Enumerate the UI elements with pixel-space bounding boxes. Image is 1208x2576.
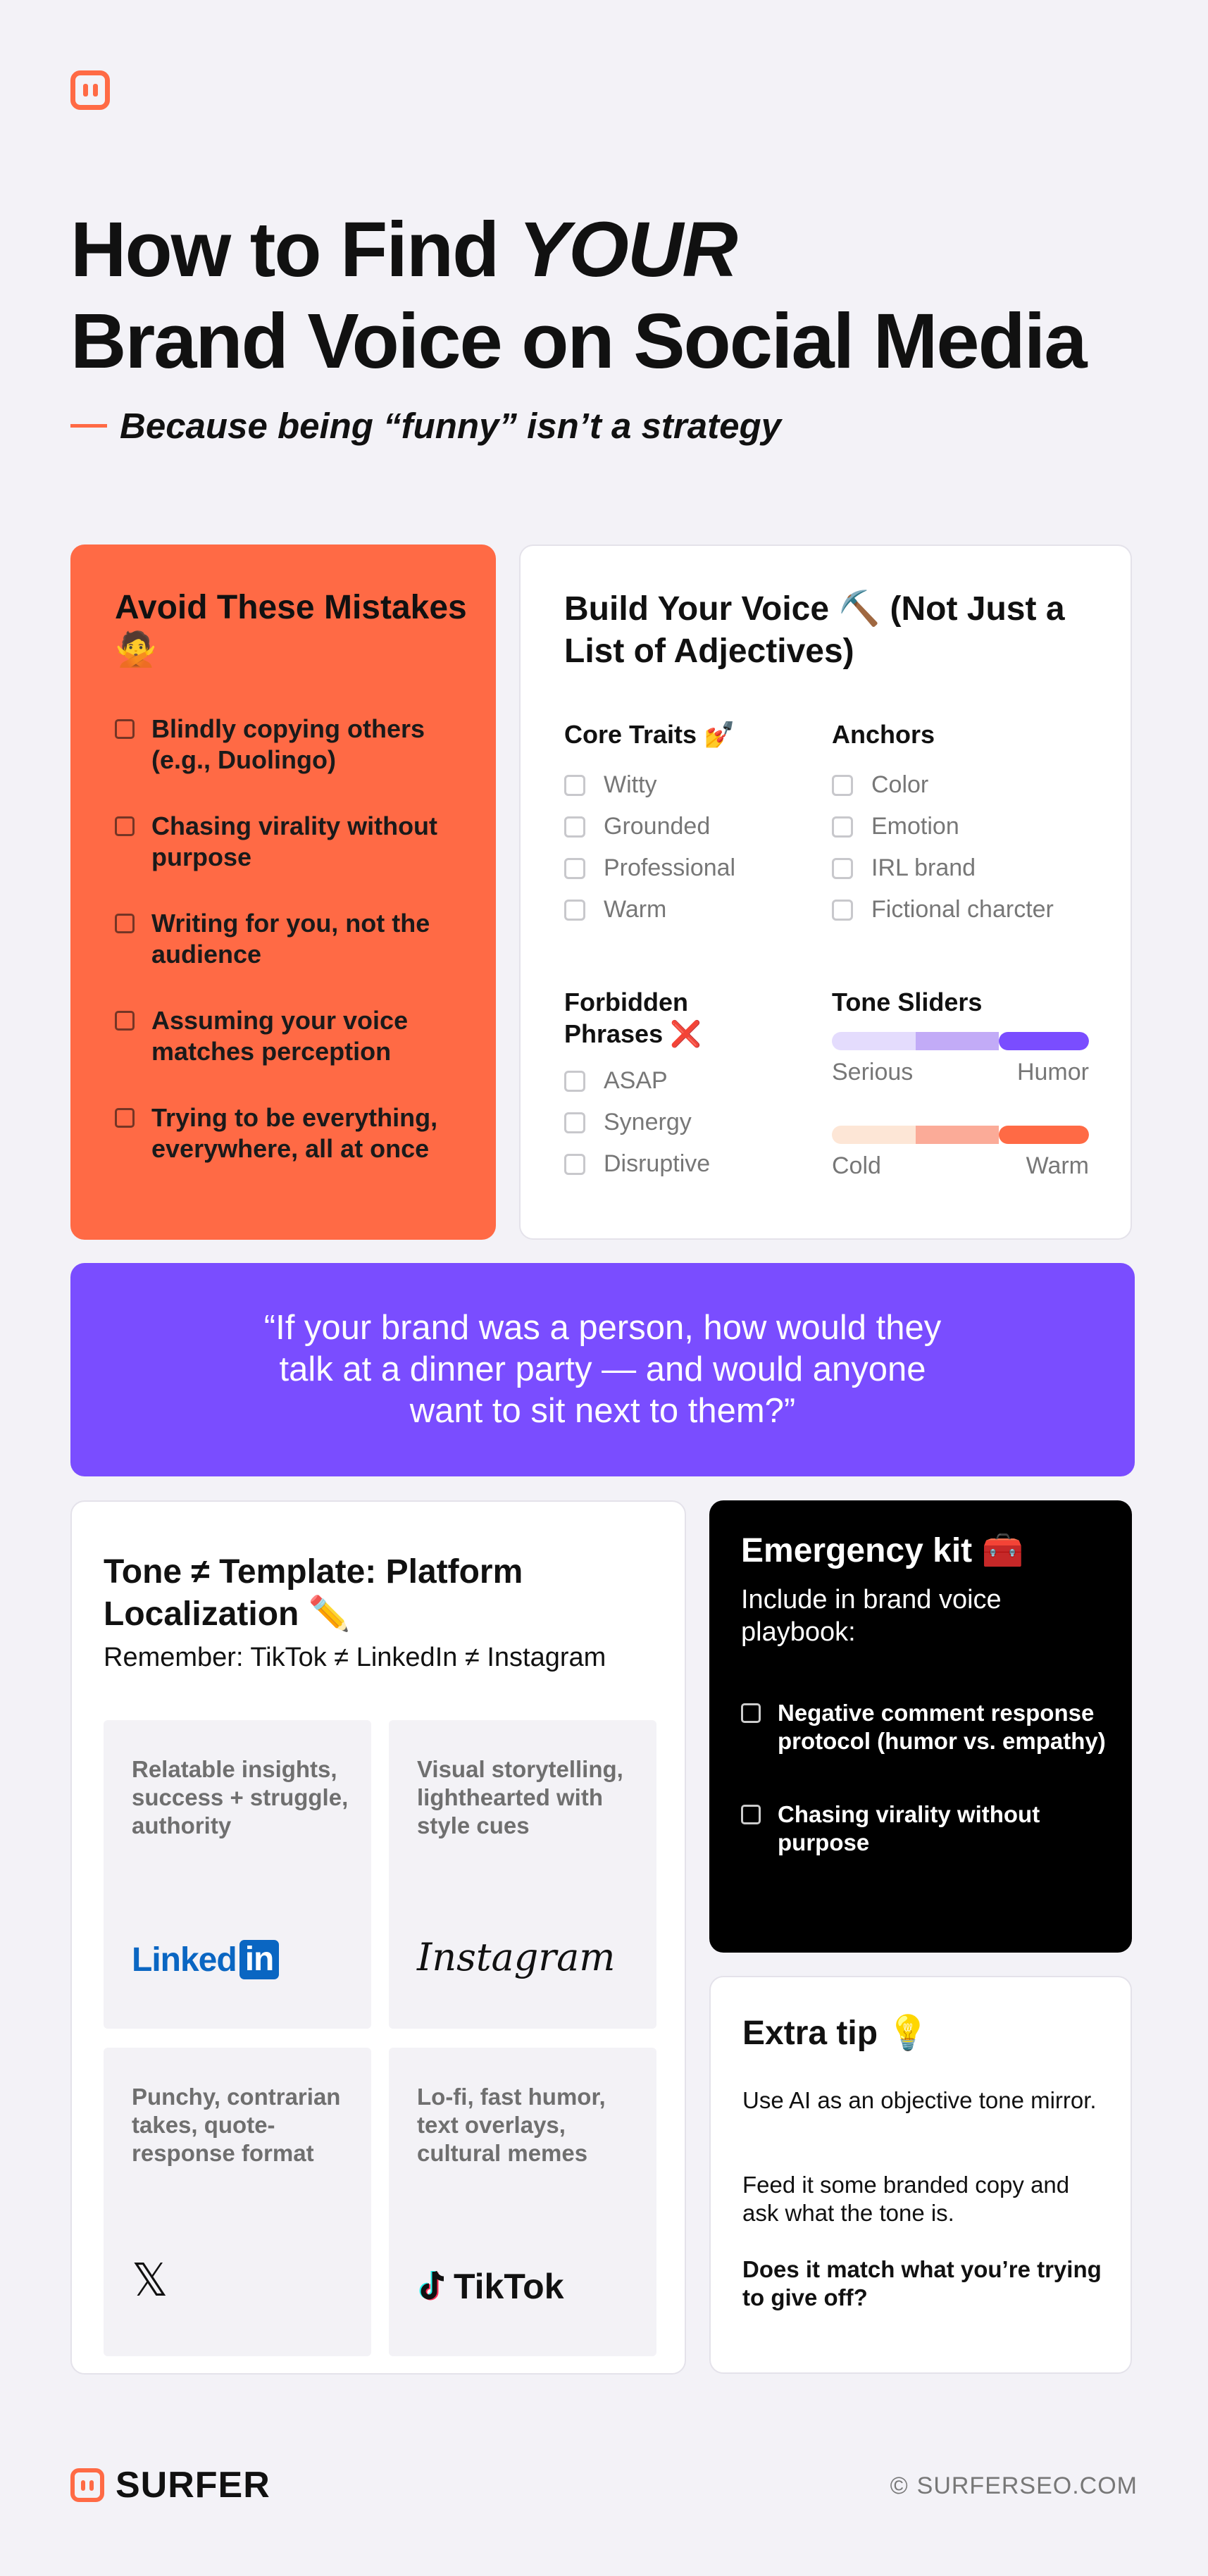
mistake-label: Trying to be everything, everywhere, all at once xyxy=(151,1103,438,1163)
platform-tile-x xyxy=(104,2048,371,2356)
checkbox[interactable] xyxy=(832,775,853,796)
mistakes-list xyxy=(115,714,481,1200)
platform-tile-linkedin xyxy=(104,1720,371,2029)
footer-copyright xyxy=(890,2472,1138,2500)
footer-brand-name: SURFER xyxy=(116,2465,270,2506)
footer-site[interactable]: SURFERSEO.COM xyxy=(916,2472,1138,2499)
linkedin-logo-icon xyxy=(132,1940,279,1979)
instagram-logo-icon: Instagram xyxy=(417,1935,616,1979)
quote-text: “If your brand was a person, how would they talk at a dinner party — and would anyone want to sit next to them?” xyxy=(263,1309,942,1430)
warmth-slider-labels xyxy=(832,1152,1089,1180)
option-label: Witty xyxy=(604,771,657,798)
forbidden-list xyxy=(564,1060,710,1185)
slider-right-label: Humor xyxy=(1016,1059,1089,1085)
platform-tile-tiktok xyxy=(389,2048,656,2356)
mistake-item xyxy=(115,714,481,776)
surfer-logo-icon xyxy=(70,70,110,110)
checkbox[interactable] xyxy=(832,816,853,838)
warmth-slider[interactable] xyxy=(832,1126,1089,1144)
platform-localization-card xyxy=(70,1500,686,2375)
option-item xyxy=(564,1143,710,1185)
linkedin-in: in xyxy=(239,1940,280,1979)
option-label: Warm xyxy=(604,896,667,923)
checkbox[interactable] xyxy=(564,816,585,838)
option-label: Disruptive xyxy=(604,1150,711,1177)
checkbox[interactable] xyxy=(115,1011,135,1031)
mistake-label: Assuming your voice matches perception xyxy=(151,1006,409,1066)
mistake-label: Writing for you, not the audience xyxy=(151,909,430,969)
emergency-label: Chasing virality without purpose xyxy=(778,1801,1040,1855)
core-traits-list xyxy=(564,764,735,931)
tile-description: Relatable insights, success + struggle, authority xyxy=(132,1756,349,1838)
mistakes-title: Avoid These Mistakes 🙅 xyxy=(115,589,467,668)
tile-description: Visual storytelling, lighthearted with style cues xyxy=(417,1756,623,1838)
option-item xyxy=(564,847,735,889)
option-label: Emotion xyxy=(871,813,959,840)
core-traits-heading: Core Traits 💅 xyxy=(564,720,735,749)
option-item xyxy=(832,764,1054,806)
tip-question: Does it match what you’re trying to give off? xyxy=(742,2256,1102,2310)
mistake-item xyxy=(115,1005,481,1067)
title-line2: Brand Voice on Social Media xyxy=(70,298,1086,385)
subtitle-dash xyxy=(70,424,107,428)
checkbox[interactable] xyxy=(832,858,853,879)
checkbox[interactable] xyxy=(564,1112,585,1133)
emergency-intro: Include in brand voice playbook: xyxy=(741,1585,1002,1647)
tiktok-wordmark: TikTok xyxy=(454,2267,564,2306)
mistake-item xyxy=(115,1102,481,1164)
checkbox[interactable] xyxy=(115,1108,135,1128)
checkbox[interactable] xyxy=(832,900,853,921)
tiktok-note-icon xyxy=(417,2269,448,2304)
mistake-item xyxy=(115,908,481,970)
option-item xyxy=(564,806,735,847)
platform-tile-instagram xyxy=(389,1720,656,2029)
slider-left-label: Serious xyxy=(832,1059,914,1085)
slider-right-label: Warm xyxy=(1026,1152,1089,1179)
option-label: Professional xyxy=(604,854,736,881)
option-label: ASAP xyxy=(604,1067,668,1094)
subtitle-text: Because being “funny” isn’t a strategy xyxy=(120,406,781,446)
title-emphasis: YOUR xyxy=(518,206,737,293)
x-logo-icon: 𝕏 xyxy=(132,2255,168,2306)
title-line1: How to Find xyxy=(70,206,518,293)
humor-slider[interactable] xyxy=(832,1032,1089,1050)
checkbox[interactable] xyxy=(564,775,585,796)
humor-slider-labels xyxy=(832,1059,1089,1086)
quote-banner xyxy=(70,1263,1135,1476)
option-label: Color xyxy=(871,771,929,798)
mistake-label: Blindly copying others (e.g., Duolingo) xyxy=(151,714,425,774)
option-label: IRL brand xyxy=(871,854,976,881)
checkbox[interactable] xyxy=(564,900,585,921)
emergency-item xyxy=(741,1800,1107,1857)
surfer-logo-icon xyxy=(70,2468,104,2502)
option-label: Grounded xyxy=(604,813,711,840)
option-label: Fictional charcter xyxy=(871,896,1054,923)
tile-description: Punchy, contrarian takes, quote-response format xyxy=(132,2084,341,2166)
footer-brand xyxy=(70,2464,270,2506)
option-item xyxy=(564,889,735,931)
option-item xyxy=(564,764,735,806)
extra-tip-card xyxy=(709,1976,1132,2374)
mistakes-card xyxy=(70,545,496,1240)
mistake-label: Chasing virality without purpose xyxy=(151,811,438,871)
emergency-list xyxy=(741,1699,1107,1902)
option-label: Synergy xyxy=(604,1109,692,1135)
tone-sliders-heading: Tone Sliders xyxy=(832,988,983,1016)
checkbox[interactable] xyxy=(115,719,135,739)
tip-paragraph-1: Use AI as an objective tone mirror. xyxy=(742,2087,1097,2113)
platforms-remember: Remember: TikTok ≠ LinkedIn ≠ Instagram xyxy=(104,1643,606,1672)
tip-title: Extra tip 💡 xyxy=(742,2015,930,2052)
tile-description: Lo-fi, fast humor, text overlays, cultural memes xyxy=(417,2084,606,2166)
copyright-icon: © xyxy=(890,2472,909,2499)
checkbox[interactable] xyxy=(115,816,135,836)
subtitle xyxy=(70,405,781,447)
option-item xyxy=(832,889,1054,931)
checkbox[interactable] xyxy=(564,1071,585,1092)
linkedin-word: Linked xyxy=(132,1941,237,1979)
slider-left-label: Cold xyxy=(832,1152,881,1179)
option-item xyxy=(832,806,1054,847)
anchors-list xyxy=(832,764,1054,931)
option-item xyxy=(832,847,1054,889)
option-item xyxy=(564,1060,710,1102)
emergency-kit-card xyxy=(709,1500,1132,1953)
checkbox[interactable] xyxy=(741,1805,761,1824)
tiktok-logo-icon xyxy=(417,2266,564,2307)
mistake-item xyxy=(115,811,481,873)
checkbox[interactable] xyxy=(564,858,585,879)
emergency-title: Emergency kit 🧰 xyxy=(741,1532,1024,1569)
checkbox[interactable] xyxy=(115,914,135,933)
option-item xyxy=(564,1102,710,1143)
tip-paragraph-2: Feed it some branded copy and ask what the tone is. xyxy=(742,2172,1070,2226)
anchors-heading: Anchors xyxy=(832,720,935,749)
build-voice-card xyxy=(519,545,1132,1240)
voice-title: Build Your Voice ⛏️ (Not Just a List of Adjectives) xyxy=(564,590,1065,670)
forbidden-heading: Forbidden Phrases ❌ xyxy=(564,988,702,1048)
checkbox[interactable] xyxy=(564,1154,585,1175)
checkbox[interactable] xyxy=(741,1703,761,1723)
platforms-title: Tone ≠ Template: Platform Localization ✏️ xyxy=(104,1553,523,1633)
emergency-item xyxy=(741,1699,1107,1755)
page-title xyxy=(70,204,1141,387)
emergency-label: Negative comment response protocol (humor vs. empathy) xyxy=(778,1700,1106,1754)
